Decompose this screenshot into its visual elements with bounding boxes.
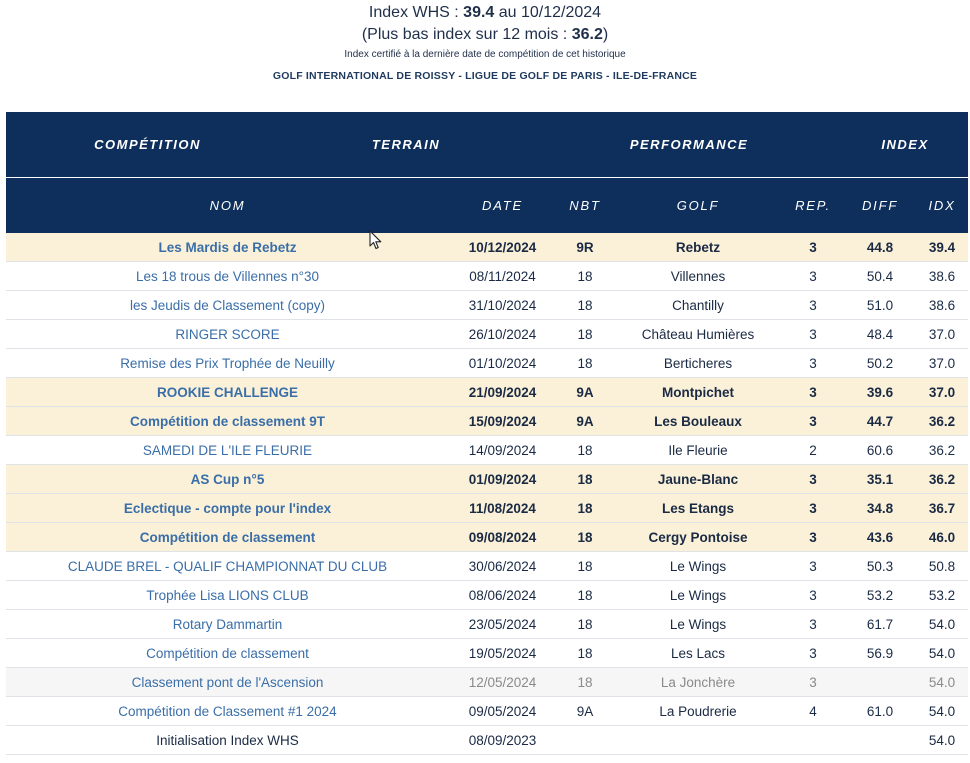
index-value: 39.4 bbox=[463, 4, 495, 21]
cell-golf: Ile Fleurie bbox=[614, 436, 782, 465]
cell-idx: 46.0 bbox=[916, 523, 968, 552]
cell-golf: Montpichet bbox=[614, 378, 782, 407]
table-row[interactable] bbox=[6, 436, 968, 465]
cell-nbt: 9R bbox=[556, 233, 614, 262]
lowest-index-line bbox=[0, 25, 970, 45]
cell-golf: Château Humières bbox=[614, 320, 782, 349]
cell-idx: 38.6 bbox=[916, 262, 968, 291]
cell-golf: Le Wings bbox=[614, 581, 782, 610]
cell-rep: 3 bbox=[782, 291, 844, 320]
cell-date: 30/06/2024 bbox=[449, 552, 556, 581]
table-row[interactable] bbox=[6, 320, 968, 349]
cell-rep: 2 bbox=[782, 436, 844, 465]
table-row[interactable] bbox=[6, 291, 968, 320]
table-row[interactable] bbox=[6, 262, 968, 291]
cell-nbt: 18 bbox=[556, 494, 614, 523]
current-index-line bbox=[0, 3, 970, 23]
cell-nbt: 18 bbox=[556, 668, 614, 697]
cell-idx: 39.4 bbox=[916, 233, 968, 262]
cell-date: 01/09/2024 bbox=[449, 465, 556, 494]
cell-diff: 48.4 bbox=[844, 320, 916, 349]
cell-nbt: 9A bbox=[556, 697, 614, 726]
cell-date: 08/09/2023 bbox=[449, 726, 556, 755]
low-index-suffix: ) bbox=[602, 26, 609, 43]
cell-rep: 3 bbox=[782, 233, 844, 262]
cell-nom[interactable]: Compétition de classement 9T bbox=[6, 407, 449, 436]
cell-date: 08/11/2024 bbox=[449, 262, 556, 291]
low-index-prefix: (Plus bas index sur 12 mois : bbox=[361, 26, 572, 43]
cell-idx: 37.0 bbox=[916, 349, 968, 378]
cell-nbt: 18 bbox=[556, 291, 614, 320]
cell-nom[interactable]: AS Cup n°5 bbox=[6, 465, 449, 494]
table-row[interactable] bbox=[6, 726, 968, 755]
group-terrain-header: TERRAIN bbox=[449, 112, 556, 178]
cell-idx: 36.2 bbox=[916, 465, 968, 494]
cell-date: 11/08/2024 bbox=[449, 494, 556, 523]
cell-golf: Le Wings bbox=[614, 610, 782, 639]
cell-nbt: 9A bbox=[556, 407, 614, 436]
cell-diff: 51.0 bbox=[844, 291, 916, 320]
cell-nom[interactable]: CLAUDE BREL - QUALIF CHAMPIONNAT DU CLUB bbox=[6, 552, 449, 581]
cell-date: 08/06/2024 bbox=[449, 581, 556, 610]
cell-golf: Jaune-Blanc bbox=[614, 465, 782, 494]
table-row[interactable] bbox=[6, 639, 968, 668]
table-row[interactable] bbox=[6, 610, 968, 639]
col-nom[interactable]: NOM bbox=[6, 178, 449, 234]
col-idx[interactable]: IDX bbox=[916, 178, 968, 234]
cell-golf: Les Lacs bbox=[614, 639, 782, 668]
cell-nom[interactable]: Remise des Prix Trophée de Neuilly bbox=[6, 349, 449, 378]
cell-golf: La Jonchère bbox=[614, 668, 782, 697]
certified-note: Index certifié à la dernière date de compétition de cet historique bbox=[344, 49, 626, 60]
cell-date: 12/05/2024 bbox=[449, 668, 556, 697]
table-row[interactable] bbox=[6, 349, 968, 378]
index-prefix: Index WHS : bbox=[368, 4, 464, 21]
col-nbt[interactable]: NBT bbox=[556, 178, 614, 234]
table-row[interactable] bbox=[6, 378, 968, 407]
cell-rep: 3 bbox=[782, 552, 844, 581]
group-header-row bbox=[6, 112, 968, 178]
cell-rep: 4 bbox=[782, 697, 844, 726]
cell-nbt: 18 bbox=[556, 581, 614, 610]
cell-rep: 3 bbox=[782, 465, 844, 494]
cell-date: 09/08/2024 bbox=[449, 523, 556, 552]
cell-idx: 54.0 bbox=[916, 639, 968, 668]
cell-diff: 34.8 bbox=[844, 494, 916, 523]
cell-diff: 44.8 bbox=[844, 233, 916, 262]
cell-rep: 3 bbox=[782, 407, 844, 436]
cell-golf bbox=[614, 726, 782, 755]
cell-golf: La Poudrerie bbox=[614, 697, 782, 726]
cell-date: 19/05/2024 bbox=[449, 639, 556, 668]
cell-golf: Rebetz bbox=[614, 233, 782, 262]
cell-nom[interactable]: Compétition de classement bbox=[6, 639, 449, 668]
cell-idx: 36.7 bbox=[916, 494, 968, 523]
table-row[interactable] bbox=[6, 233, 968, 262]
cell-golf: Berticheres bbox=[614, 349, 782, 378]
cell-nbt: 18 bbox=[556, 610, 614, 639]
cell-nom[interactable]: ROOKIE CHALLENGE bbox=[6, 378, 449, 407]
col-golf[interactable]: GOLF bbox=[614, 178, 782, 234]
table-row[interactable] bbox=[6, 523, 968, 552]
club-league-text: GOLF INTERNATIONAL DE ROISSY - LIGUE DE GOLF DE PARIS - ILE-DE-FRANCE bbox=[272, 70, 698, 82]
cell-diff: 44.7 bbox=[844, 407, 916, 436]
cell-date: 23/05/2024 bbox=[449, 610, 556, 639]
cell-date: 15/09/2024 bbox=[449, 407, 556, 436]
cell-diff: 50.4 bbox=[844, 262, 916, 291]
cell-nbt: 18 bbox=[556, 262, 614, 291]
cell-nom[interactable]: Compétition de classement bbox=[6, 523, 449, 552]
cell-date: 01/10/2024 bbox=[449, 349, 556, 378]
cell-nbt: 18 bbox=[556, 320, 614, 349]
table-row[interactable] bbox=[6, 494, 968, 523]
cell-nom[interactable]: RINGER SCORE bbox=[6, 320, 449, 349]
cell-nbt bbox=[556, 726, 614, 755]
index-date: au 10/12/2024 bbox=[494, 4, 602, 21]
cell-diff: 43.6 bbox=[844, 523, 916, 552]
column-header-row bbox=[6, 178, 968, 234]
cell-diff: 50.2 bbox=[844, 349, 916, 378]
cell-diff: 39.6 bbox=[844, 378, 916, 407]
cell-nom[interactable]: Les Mardis de Rebetz bbox=[6, 233, 449, 262]
cell-nom[interactable]: Eclectique - compte pour l'index bbox=[6, 494, 449, 523]
cell-idx: 53.2 bbox=[916, 581, 968, 610]
cell-golf: Chantilly bbox=[614, 291, 782, 320]
cell-diff: 53.2 bbox=[844, 581, 916, 610]
cell-idx: 36.2 bbox=[916, 436, 968, 465]
cell-idx: 37.0 bbox=[916, 378, 968, 407]
cell-golf: Les Etangs bbox=[614, 494, 782, 523]
cell-rep: 3 bbox=[782, 668, 844, 697]
cell-rep: 3 bbox=[782, 262, 844, 291]
cell-nom[interactable]: les Jeudis de Classement (copy) bbox=[6, 291, 449, 320]
low-index-value: 36.2 bbox=[571, 26, 603, 43]
col-rep[interactable]: REP. bbox=[782, 178, 844, 234]
history-table bbox=[6, 112, 968, 755]
group-performance-header: PERFORMANCE bbox=[556, 112, 844, 178]
cell-nbt: 18 bbox=[556, 349, 614, 378]
cell-date: 21/09/2024 bbox=[449, 378, 556, 407]
cell-diff: 56.9 bbox=[844, 639, 916, 668]
mouse-pointer-icon bbox=[369, 230, 383, 250]
col-diff[interactable]: DIFF bbox=[844, 178, 916, 234]
cell-rep: 3 bbox=[782, 320, 844, 349]
cell-idx: 54.0 bbox=[916, 668, 968, 697]
table-row[interactable] bbox=[6, 697, 968, 726]
cell-nbt: 18 bbox=[556, 639, 614, 668]
cell-rep bbox=[782, 726, 844, 755]
cell-nom[interactable]: Rotary Dammartin bbox=[6, 610, 449, 639]
table-row[interactable] bbox=[6, 465, 968, 494]
cell-golf: Le Wings bbox=[614, 552, 782, 581]
cell-diff: 61.7 bbox=[844, 610, 916, 639]
cell-rep: 3 bbox=[782, 639, 844, 668]
cell-nbt: 18 bbox=[556, 436, 614, 465]
cell-date: 14/09/2024 bbox=[449, 436, 556, 465]
cell-nom[interactable]: Classement pont de l'Ascension bbox=[6, 668, 449, 697]
cell-golf: Cergy Pontoise bbox=[614, 523, 782, 552]
cell-nbt: 18 bbox=[556, 465, 614, 494]
cell-idx: 37.0 bbox=[916, 320, 968, 349]
cell-nbt: 18 bbox=[556, 552, 614, 581]
cell-date: 09/05/2024 bbox=[449, 697, 556, 726]
table-row[interactable] bbox=[6, 668, 968, 697]
cell-idx: 54.0 bbox=[916, 726, 968, 755]
cell-rep: 3 bbox=[782, 349, 844, 378]
group-index-header: INDEX bbox=[844, 112, 968, 178]
cell-diff: 61.0 bbox=[844, 697, 916, 726]
cell-rep: 3 bbox=[782, 378, 844, 407]
cell-diff bbox=[844, 668, 916, 697]
cell-date: 10/12/2024 bbox=[449, 233, 556, 262]
cell-diff bbox=[844, 726, 916, 755]
table-row[interactable] bbox=[6, 581, 968, 610]
cell-rep: 3 bbox=[782, 523, 844, 552]
cell-idx: 36.2 bbox=[916, 407, 968, 436]
cell-idx: 54.0 bbox=[916, 697, 968, 726]
cell-rep: 3 bbox=[782, 581, 844, 610]
cell-idx: 38.6 bbox=[916, 291, 968, 320]
cell-diff: 50.3 bbox=[844, 552, 916, 581]
group-competition-header: COMPÉTITION bbox=[6, 112, 449, 178]
cell-date: 26/10/2024 bbox=[449, 320, 556, 349]
col-date[interactable]: DATE bbox=[449, 178, 556, 234]
cell-idx: 54.0 bbox=[916, 610, 968, 639]
cell-idx: 50.8 bbox=[916, 552, 968, 581]
cell-golf: Les Bouleaux bbox=[614, 407, 782, 436]
cell-nom[interactable]: Trophée Lisa LIONS CLUB bbox=[6, 581, 449, 610]
cell-golf: Villennes bbox=[614, 262, 782, 291]
cell-nom[interactable]: Initialisation Index WHS bbox=[6, 726, 449, 755]
cell-nom[interactable]: SAMEDI DE L'ILE FLEURIE bbox=[6, 436, 449, 465]
cell-nbt: 9A bbox=[556, 378, 614, 407]
cell-nom[interactable]: Les 18 trous de Villennes n°30 bbox=[6, 262, 449, 291]
cell-diff: 60.6 bbox=[844, 436, 916, 465]
cell-date: 31/10/2024 bbox=[449, 291, 556, 320]
cell-nbt: 18 bbox=[556, 523, 614, 552]
cell-rep: 3 bbox=[782, 494, 844, 523]
cell-diff: 35.1 bbox=[844, 465, 916, 494]
cell-rep: 3 bbox=[782, 610, 844, 639]
table-row[interactable] bbox=[6, 407, 968, 436]
table-row[interactable] bbox=[6, 552, 968, 581]
cell-nom[interactable]: Compétition de Classement #1 2024 bbox=[6, 697, 449, 726]
